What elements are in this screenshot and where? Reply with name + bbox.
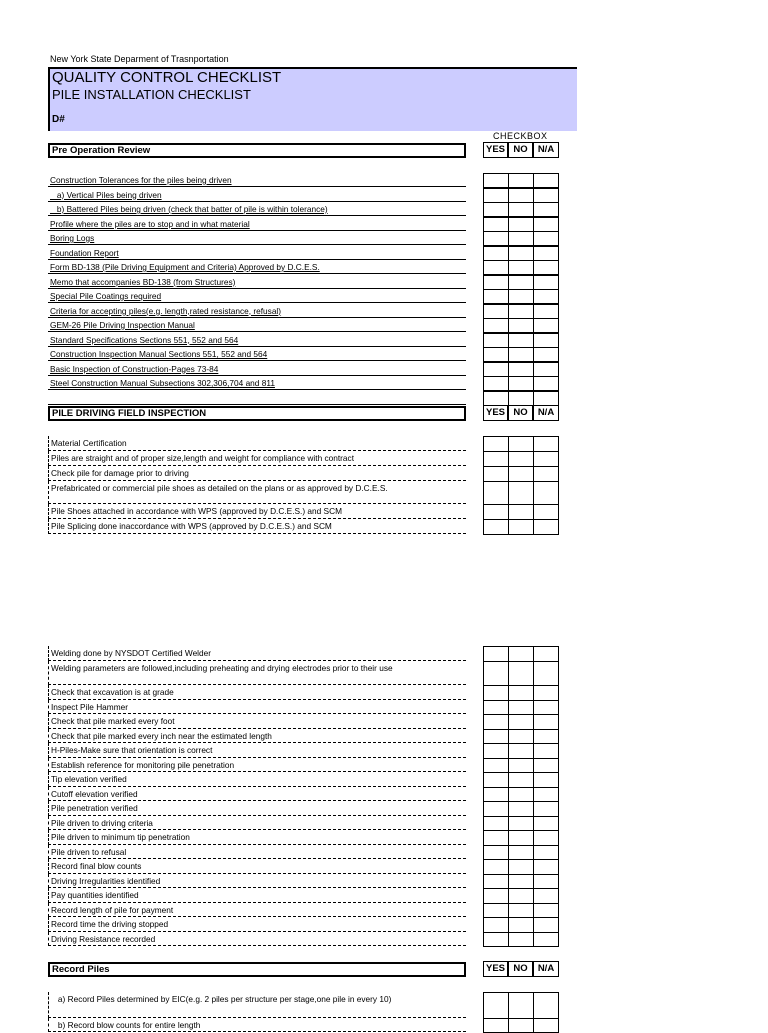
- field-inspection-cont-no-checkbox[interactable]: [508, 917, 534, 933]
- checklist-item: Check that pile marked every foot: [48, 714, 466, 729]
- field-inspection-na-checkbox[interactable]: [533, 436, 559, 452]
- field-inspection-cont-na-checkbox[interactable]: [533, 903, 559, 919]
- pre-operation-no-checkbox[interactable]: [508, 217, 534, 232]
- field-inspection-cont-no-checkbox[interactable]: [508, 758, 534, 774]
- field-inspection-cont-no-checkbox[interactable]: [508, 685, 534, 701]
- checklist-item: Form BD-138 (Pile Driving Equipment and Criteria) Approved by D.C.E.S.: [48, 260, 466, 274]
- pre-operation-yes-checkbox[interactable]: [483, 231, 509, 246]
- pre-operation-na-checkbox[interactable]: [533, 362, 559, 377]
- record-piles-na-checkbox[interactable]: [533, 992, 559, 1019]
- pre-operation-no-checkbox[interactable]: [508, 318, 534, 333]
- checklist-item: GEM-26 Pile Driving Inspection Manual: [48, 318, 466, 332]
- field-inspection-yes-checkbox[interactable]: [483, 466, 509, 482]
- pre-operation-na-checkbox[interactable]: [533, 333, 559, 348]
- field-inspection-cont-na-checkbox[interactable]: [533, 661, 559, 686]
- field-inspection-cont-na-checkbox[interactable]: [533, 758, 559, 774]
- checklist-item: Check pile for damage prior to driving: [48, 466, 466, 481]
- checklist-item: Construction Inspection Manual Sections 551, 552 and 564: [48, 347, 466, 361]
- pre-operation-no-checkbox[interactable]: [508, 231, 534, 246]
- checklist-item: a) Record Piles determined by EIC(e.g. 2 piles per structure per stage,one pile in every 10): [48, 992, 466, 1018]
- record-piles-col-na-header: N/A: [533, 961, 559, 977]
- field-inspection-cont-na-checkbox[interactable]: [533, 743, 559, 759]
- pre-operation-no-checkbox[interactable]: [508, 246, 534, 261]
- checklist-item: Criteria for accepting piles(e.g. length,rated resistance, refusal): [48, 304, 466, 318]
- field-inspection-cont-no-checkbox[interactable]: [508, 845, 534, 861]
- field-inspection-yes-checkbox[interactable]: [483, 519, 509, 535]
- field-inspection-cont-yes-checkbox[interactable]: [483, 646, 509, 662]
- pre-operation-col-yes-header: YES: [483, 142, 508, 158]
- pre-operation-yes-checkbox[interactable]: [483, 260, 509, 275]
- field-inspection-cont-yes-checkbox[interactable]: [483, 801, 509, 817]
- field-inspection-cont-yes-checkbox[interactable]: [483, 700, 509, 716]
- checklist-subtitle: PILE INSTALLATION CHECKLIST: [52, 87, 251, 102]
- pre-operation-no-checkbox[interactable]: [508, 173, 534, 188]
- pre-operation-yes-checkbox[interactable]: [483, 376, 509, 391]
- field-inspection-yes-checkbox[interactable]: [483, 504, 509, 520]
- field-inspection-cont-yes-checkbox[interactable]: [483, 845, 509, 861]
- checklist-item: Material Certification: [48, 436, 466, 451]
- checklist-item: Driving Resistance recorded: [48, 932, 466, 947]
- checklist-item: Pile penetration verified: [48, 801, 466, 816]
- pre-operation-col-no-header: NO: [508, 142, 533, 158]
- field-inspection-cont-na-checkbox[interactable]: [533, 700, 559, 716]
- field-inspection-cont-yes-checkbox[interactable]: [483, 888, 509, 904]
- field-inspection-cont-na-checkbox[interactable]: [533, 830, 559, 846]
- checklist-item: Establish reference for monitoring pile penetration: [48, 758, 466, 773]
- checklist-item: Record final blow counts: [48, 859, 466, 874]
- checklist-item: Prefabricated or commercial pile shoes as detailed on the plans or as approved by D.C.E.S.: [48, 481, 466, 504]
- pre-operation-yes-checkbox[interactable]: [483, 318, 509, 333]
- field-inspection-col-na-header: N/A: [533, 405, 559, 421]
- pre-operation-na-checkbox[interactable]: [533, 173, 559, 188]
- checklist-item: b) Battered Piles being driven (check that batter of pile is within tolerance): [48, 202, 466, 216]
- field-inspection-cont-no-checkbox[interactable]: [508, 830, 534, 846]
- checklist-item: Pile Shoes attached in accordance with WPS (approved by D.C.E.S.) and SCM: [48, 504, 466, 519]
- field-inspection-cont-no-checkbox[interactable]: [508, 903, 534, 919]
- field-inspection-no-checkbox[interactable]: [508, 504, 534, 520]
- field-inspection-cont-no-checkbox[interactable]: [508, 772, 534, 788]
- pre-operation-na-checkbox[interactable]: [533, 260, 559, 275]
- pre-operation-section-title: Pre Operation Review: [48, 143, 466, 158]
- field-inspection-cont-yes-checkbox[interactable]: [483, 932, 509, 948]
- record-piles-col-yes-header: YES: [483, 961, 508, 977]
- record-piles-section-title: Record Piles: [48, 962, 466, 977]
- checklist-item: Welding parameters are followed,including preheating and drying electrodes prior to their use: [48, 661, 466, 685]
- field-inspection-cont-no-checkbox[interactable]: [508, 743, 534, 759]
- checklist-item: Tip elevation verified: [48, 772, 466, 787]
- field-inspection-cont-no-checkbox[interactable]: [508, 932, 534, 948]
- field-inspection-cont-na-checkbox[interactable]: [533, 714, 559, 730]
- checklist-item: Basic Inspection of Construction-Pages 73-84: [48, 362, 466, 376]
- field-inspection-cont-no-checkbox[interactable]: [508, 888, 534, 904]
- pre-operation-no-checkbox[interactable]: [508, 275, 534, 290]
- field-inspection-cont-yes-checkbox[interactable]: [483, 685, 509, 701]
- pre-operation-na-checkbox[interactable]: [533, 376, 559, 391]
- pre-operation-no-checkbox[interactable]: [508, 376, 534, 391]
- checklist-item: Record length of pile for payment: [48, 903, 466, 918]
- pre-operation-yes-checkbox[interactable]: [483, 304, 509, 319]
- checklist-title: QUALITY CONTROL CHECKLIST: [52, 69, 282, 86]
- field-inspection-na-checkbox[interactable]: [533, 451, 559, 467]
- field-inspection-cont-na-checkbox[interactable]: [533, 917, 559, 933]
- pre-operation-no-checkbox[interactable]: [508, 362, 534, 377]
- field-inspection-no-checkbox[interactable]: [508, 481, 534, 505]
- pre-operation-col-na-header: N/A: [533, 142, 559, 158]
- pre-operation-no-checkbox[interactable]: [508, 188, 534, 203]
- checklist-item: Welding done by NYSDOT Certified Welder: [48, 646, 466, 661]
- checklist-item: Profile where the piles are to stop and in what material: [48, 217, 466, 231]
- field-inspection-cont-no-checkbox[interactable]: [508, 801, 534, 817]
- field-inspection-cont-yes-checkbox[interactable]: [483, 743, 509, 759]
- pre-operation-na-checkbox[interactable]: [533, 188, 559, 203]
- pre-operation-na-checkbox[interactable]: [533, 231, 559, 246]
- checklist-item: Pile driven to driving criteria: [48, 816, 466, 831]
- field-inspection-cont-yes-checkbox[interactable]: [483, 758, 509, 774]
- pre-operation-no-checkbox[interactable]: [508, 391, 534, 406]
- field-inspection-yes-checkbox[interactable]: [483, 436, 509, 452]
- pre-operation-na-checkbox[interactable]: [533, 391, 559, 406]
- field-inspection-cont-na-checkbox[interactable]: [533, 729, 559, 745]
- checklist-item: Construction Tolerances for the piles being driven: [48, 173, 466, 187]
- pre-operation-no-checkbox[interactable]: [508, 289, 534, 304]
- pre-operation-yes-checkbox[interactable]: [483, 391, 509, 406]
- agency-name: New York State Deparment of Trasnportation: [50, 54, 229, 64]
- field-inspection-no-checkbox[interactable]: [508, 466, 534, 482]
- pre-operation-no-checkbox[interactable]: [508, 347, 534, 362]
- checklist-item: Standard Specifications Sections 551, 552 and 564: [48, 333, 466, 347]
- pre-operation-na-checkbox[interactable]: [533, 246, 559, 261]
- field-inspection-cont-na-checkbox[interactable]: [533, 801, 559, 817]
- checklist-item: Steel Construction Manual Subsections 302,306,704 and 811: [48, 376, 466, 390]
- record-piles-col-no-header: NO: [508, 961, 533, 977]
- checklist-item: Pile driven to refusal: [48, 845, 466, 860]
- record-piles-yes-checkbox[interactable]: [483, 1018, 509, 1033]
- record-piles-no-checkbox[interactable]: [508, 1018, 534, 1033]
- pre-operation-yes-checkbox[interactable]: [483, 246, 509, 261]
- field-inspection-cont-no-checkbox[interactable]: [508, 874, 534, 890]
- pre-operation-yes-checkbox[interactable]: [483, 275, 509, 290]
- field-inspection-cont-na-checkbox[interactable]: [533, 646, 559, 662]
- field-inspection-no-checkbox[interactable]: [508, 451, 534, 467]
- checklist-item: Pay quantities identified: [48, 888, 466, 903]
- field-inspection-na-checkbox[interactable]: [533, 504, 559, 520]
- field-inspection-cont-yes-checkbox[interactable]: [483, 917, 509, 933]
- pre-operation-no-checkbox[interactable]: [508, 333, 534, 348]
- pre-operation-yes-checkbox[interactable]: [483, 333, 509, 348]
- field-inspection-cont-yes-checkbox[interactable]: [483, 772, 509, 788]
- pre-operation-no-checkbox[interactable]: [508, 202, 534, 217]
- field-inspection-cont-na-checkbox[interactable]: [533, 685, 559, 701]
- pre-operation-na-checkbox[interactable]: [533, 217, 559, 232]
- record-piles-na-checkbox[interactable]: [533, 1018, 559, 1033]
- field-inspection-cont-no-checkbox[interactable]: [508, 787, 534, 803]
- checklist-item: a) Vertical Piles being driven: [48, 188, 466, 202]
- pre-operation-na-checkbox[interactable]: [533, 289, 559, 304]
- pre-operation-no-checkbox[interactable]: [508, 260, 534, 275]
- record-piles-yes-checkbox[interactable]: [483, 992, 509, 1019]
- pre-operation-na-checkbox[interactable]: [533, 202, 559, 217]
- field-inspection-cont-na-checkbox[interactable]: [533, 888, 559, 904]
- checklist-item: Record time the driving stopped: [48, 917, 466, 932]
- field-inspection-na-checkbox[interactable]: [533, 481, 559, 505]
- checklist-item: Check that excavation is at grade: [48, 685, 466, 700]
- checklist-item: Piles are straight and of proper size,length and weight for compliance with contract: [48, 451, 466, 466]
- field-inspection-cont-yes-checkbox[interactable]: [483, 859, 509, 875]
- field-inspection-cont-no-checkbox[interactable]: [508, 700, 534, 716]
- checklist-header: [48, 67, 577, 131]
- pre-operation-no-checkbox[interactable]: [508, 304, 534, 319]
- field-inspection-cont-yes-checkbox[interactable]: [483, 661, 509, 686]
- checklist-item: H-Piles-Make sure that orientation is correct: [48, 743, 466, 758]
- checklist-item: Boring Logs: [48, 231, 466, 245]
- field-inspection-col-yes-header: YES: [483, 405, 508, 421]
- field-inspection-cont-no-checkbox[interactable]: [508, 859, 534, 875]
- checklist-item: Foundation Report: [48, 246, 466, 260]
- pre-operation-yes-checkbox[interactable]: [483, 347, 509, 362]
- field-inspection-cont-no-checkbox[interactable]: [508, 714, 534, 730]
- field-inspection-col-no-header: NO: [508, 405, 533, 421]
- checkbox-heading: CHECKBOX: [493, 131, 548, 141]
- pre-operation-na-checkbox[interactable]: [533, 275, 559, 290]
- field-inspection-cont-na-checkbox[interactable]: [533, 816, 559, 832]
- pre-operation-yes-checkbox[interactable]: [483, 289, 509, 304]
- field-inspection-na-checkbox[interactable]: [533, 519, 559, 535]
- field-inspection-yes-checkbox[interactable]: [483, 481, 509, 505]
- checklist-item: Memo that accompanies BD-138 (from Structures): [48, 275, 466, 289]
- field-inspection-na-checkbox[interactable]: [533, 466, 559, 482]
- field-inspection-cont-yes-checkbox[interactable]: [483, 830, 509, 846]
- field-inspection-cont-yes-checkbox[interactable]: [483, 714, 509, 730]
- field-inspection-cont-no-checkbox[interactable]: [508, 729, 534, 745]
- field-inspection-cont-na-checkbox[interactable]: [533, 772, 559, 788]
- field-inspection-no-checkbox[interactable]: [508, 519, 534, 535]
- checklist-item: Cutoff elevation verified: [48, 787, 466, 802]
- pre-operation-yes-checkbox[interactable]: [483, 202, 509, 217]
- record-piles-no-checkbox[interactable]: [508, 992, 534, 1019]
- empty-row: [48, 391, 466, 405]
- d-number-label: D#: [52, 114, 65, 125]
- checklist-item: Check that pile marked every inch near the estimated length: [48, 729, 466, 744]
- field-inspection-cont-yes-checkbox[interactable]: [483, 903, 509, 919]
- field-inspection-no-checkbox[interactable]: [508, 436, 534, 452]
- checklist-item: Driving Irregularities identified: [48, 874, 466, 889]
- field-inspection-cont-no-checkbox[interactable]: [508, 646, 534, 662]
- checklist-item: Pile driven to minimum tip penetration: [48, 830, 466, 845]
- pre-operation-yes-checkbox[interactable]: [483, 217, 509, 232]
- field-inspection-section-title: PILE DRIVING FIELD INSPECTION: [48, 406, 466, 421]
- field-inspection-cont-na-checkbox[interactable]: [533, 874, 559, 890]
- pre-operation-na-checkbox[interactable]: [533, 318, 559, 333]
- checklist-item: Pile Splicing done inaccordance with WPS (approved by D.C.E.S.) and SCM: [48, 519, 466, 534]
- pre-operation-yes-checkbox[interactable]: [483, 188, 509, 203]
- checklist-item: Special Pile Coatings required: [48, 289, 466, 303]
- field-inspection-cont-na-checkbox[interactable]: [533, 845, 559, 861]
- field-inspection-cont-na-checkbox[interactable]: [533, 787, 559, 803]
- field-inspection-cont-yes-checkbox[interactable]: [483, 816, 509, 832]
- field-inspection-cont-no-checkbox[interactable]: [508, 816, 534, 832]
- pre-operation-yes-checkbox[interactable]: [483, 362, 509, 377]
- field-inspection-cont-na-checkbox[interactable]: [533, 859, 559, 875]
- field-inspection-cont-no-checkbox[interactable]: [508, 661, 534, 686]
- field-inspection-cont-yes-checkbox[interactable]: [483, 787, 509, 803]
- checklist-item: b) Record blow counts for entire length: [48, 1018, 466, 1032]
- pre-operation-yes-checkbox[interactable]: [483, 173, 509, 188]
- pre-operation-na-checkbox[interactable]: [533, 304, 559, 319]
- field-inspection-cont-yes-checkbox[interactable]: [483, 729, 509, 745]
- field-inspection-yes-checkbox[interactable]: [483, 451, 509, 467]
- checklist-item: Inspect Pile Hammer: [48, 700, 466, 715]
- field-inspection-cont-yes-checkbox[interactable]: [483, 874, 509, 890]
- pre-operation-na-checkbox[interactable]: [533, 347, 559, 362]
- field-inspection-cont-na-checkbox[interactable]: [533, 932, 559, 948]
